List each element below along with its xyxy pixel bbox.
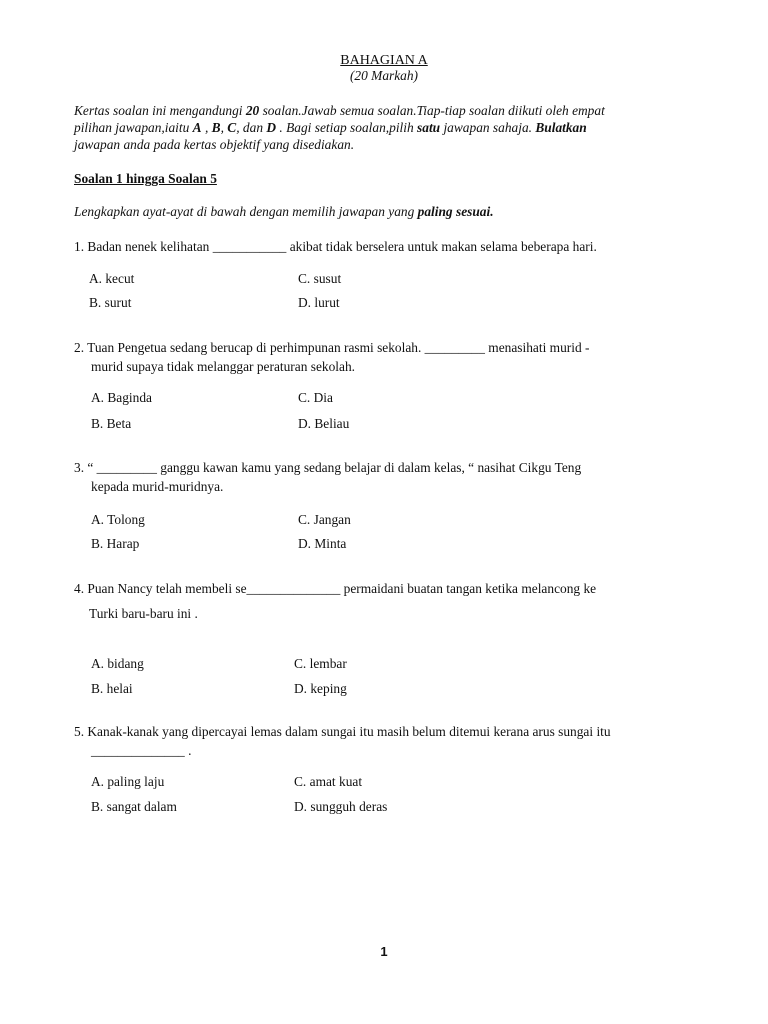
question-4-option-d[interactable]: D. keping [294, 681, 347, 696]
question-3-option-d[interactable]: D. Minta [298, 536, 347, 551]
question-5-option-c[interactable]: C. amat kuat [294, 774, 363, 789]
question-2-option-c[interactable]: C. Dia [298, 390, 333, 405]
question-4-option-a[interactable]: A. bidang [91, 656, 144, 671]
question-4-text-line-2: Turki baru-baru ini . [89, 606, 198, 621]
section-heading: Soalan 1 hingga Soalan 5 [74, 171, 217, 186]
question-1-option-d[interactable]: D. lurut [298, 295, 340, 310]
question-4-text-line-1: 4. Puan Nancy telah membeli se______________ permaidani buatan tangan ketika melancong ke [74, 581, 597, 596]
question-1-option-a[interactable]: A. kecut [89, 271, 135, 286]
section-instruction: Lengkapkan ayat-ayat di bawah dengan memilih jawapan yang paling sesuai. [74, 204, 494, 219]
question-2-text-line-2: murid supaya tidak melanggar peraturan sekolah. [91, 359, 356, 374]
question-5-option-b[interactable]: B. sangat dalam [91, 799, 177, 814]
question-4-option-c[interactable]: C. lembar [294, 656, 347, 671]
question-3-text-line-1: 3. “ _________ ganggu kawan kamu yang sedang belajar di dalam kelas, “ nasihat Cikgu Teng [74, 460, 582, 475]
question-1-option-c[interactable]: C. susut [298, 271, 342, 286]
page-number: 1 [380, 944, 388, 959]
question-3-option-a[interactable]: A. Tolong [91, 512, 145, 527]
intro-line-3: jawapan anda pada kertas objektif yang disediakan. [74, 137, 355, 152]
question-2-option-a[interactable]: A. Baginda [91, 390, 152, 405]
question-5-text-line-1: 5. Kanak-kanak yang dipercayai lemas dalam sungai itu masih belum ditemui kerana arus sungai itu [74, 724, 611, 739]
title: BAHAGIAN A [340, 53, 428, 68]
question-3-option-b[interactable]: B. Harap [91, 536, 140, 551]
intro-line-1: Kertas soalan ini mengandungi 20 soalan.Jawab semua soalan.Tiap-tiap soalan diikuti oleh empat [74, 103, 605, 118]
question-3-option-c[interactable]: C. Jangan [298, 512, 351, 527]
subtitle: (20 Markah) [349, 68, 419, 83]
question-2-option-b[interactable]: B. Beta [91, 416, 132, 431]
question-5-option-a[interactable]: A. paling laju [91, 774, 165, 789]
question-1-text: 1. Badan nenek kelihatan ___________ akibat tidak berselera untuk makan selama beberapa hari. [74, 239, 597, 254]
question-2-text-line-1: 2. Tuan Pengetua sedang berucap di perhimpunan rasmi sekolah. _________ menasihati murid - [74, 340, 590, 355]
question-5-text-line-2: ______________ . [91, 743, 192, 758]
question-5-option-d[interactable]: D. sungguh deras [294, 799, 388, 814]
question-1-option-b[interactable]: B. surut [89, 295, 132, 310]
question-3-text-line-2: kepada murid-muridnya. [91, 479, 224, 494]
question-4-option-b[interactable]: B. helai [91, 681, 133, 696]
intro-line-2: pilihan jawapan,iaitu A , B, C, dan D . Bagi setiap soalan,pilih satu jawapan sahaja. Bulatkan [74, 120, 587, 135]
question-2-option-d[interactable]: D. Beliau [298, 416, 350, 431]
